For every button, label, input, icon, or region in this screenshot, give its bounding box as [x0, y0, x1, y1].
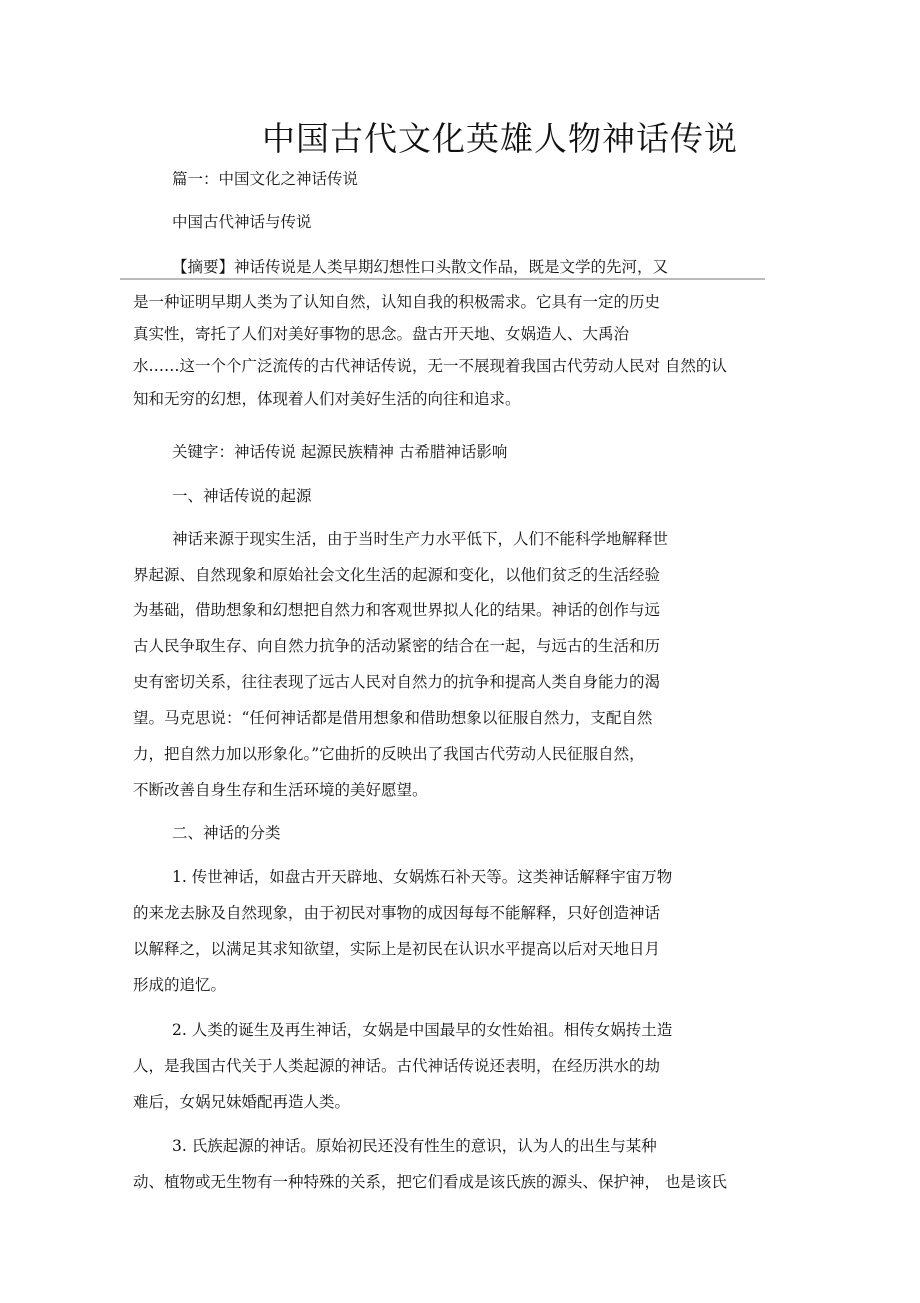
keywords: 关键字：神话传说 起源民族精神 古希腊神话影响 [172, 443, 508, 461]
paragraph-line: 不断改善自身生存和生活环境的美好愿望。 [133, 781, 428, 799]
list-item-line: 形成的追忆。 [133, 976, 227, 994]
page-divider [120, 278, 765, 280]
list-item-line: 以解释之，以满足其求知欲望，实际上是初民在认识水平提高以后对天地日月 [133, 940, 661, 958]
list-item-line: 2. 人类的诞生及再生神话，女娲是中国最早的女性始祖。相传女娲抟土造 [172, 1021, 673, 1039]
section-heading-origin: 一、神话传说的起源 [172, 487, 312, 505]
subtitle-article: 中国古代神话与传说 [172, 213, 312, 231]
paragraph-line: 界起源、自然现象和原始社会文化生活的起源和变化，以他们贫乏的生活经验 [133, 566, 661, 584]
paragraph-line: 望。马克思说：“任何神话都是借用想象和借助想象以征服自然力，支配自然 [133, 709, 653, 727]
abstract-line: 水……这一个个广泛流传的古代神话传说，无一不展现着我国古代劳动人民对 自然的认 [133, 357, 727, 375]
list-item-line: 人，是我国古代关于人类起源的神话。古代神话传说还表明，在经历洪水的劫 [133, 1057, 661, 1075]
list-item-line: 难后，女娲兄妹婚配再造人类。 [133, 1093, 351, 1111]
list-item-line: 的来龙去脉及自然现象，由于初民对事物的成因每每不能解释，只好创造神话 [133, 904, 661, 922]
list-item-line: 3. 氏族起源的神话。原始初民还没有性生的意识，认为人的出生与某种 [172, 1137, 657, 1155]
paragraph-line: 为基础，借助想象和幻想把自然力和客观世界拟人化的结果。神话的创作与远 [133, 601, 661, 619]
abstract-line: 知和无穷的幻想，体现着人们对美好生活的向往和追求。 [133, 390, 521, 408]
list-item-line: 1. 传世神话，如盘古开天辟地、女娲炼石补天等。这类神话解释宇宙万物 [172, 868, 673, 886]
paragraph-line: 力，把自然力加以形象化。”它曲折的反映出了我国古代劳动人民征服自然， [133, 745, 645, 763]
subtitle-part-one: 篇一：中国文化之神话传说 [172, 170, 359, 188]
paragraph-line: 史有密切关系，往往表现了远古人民对自然力的抗争和提高人类自身能力的渴 [133, 673, 661, 691]
abstract-line: 【摘要】神话传说是人类早期幻想性口头散文作品，既是文学的先河，又 [172, 258, 669, 276]
paragraph-line: 神话来源于现实生活，由于当时生产力水平低下，人们不能科学地解释世 [172, 530, 669, 548]
section-heading-classification: 二、神话的分类 [172, 824, 281, 842]
list-item-line: 动、植物或无生物有一种特殊的关系，把它们看成是该氏族的源头、保护神， 也是该氏 [133, 1173, 727, 1191]
abstract-line: 真实性，寄托了人们对美好事物的思念。盘古开天地、女娲造人、大禹治 [133, 325, 630, 343]
document-title: 中国古代文化英雄人物神话传说 [262, 119, 738, 158]
abstract-line: 是一种证明早期人类为了认知自然，认知自我的积极需求。它具有一定的历史 [133, 293, 661, 311]
paragraph-line: 古人民争取生存、向自然力抗争的活动紧密的结合在一起，与远古的生活和历 [133, 637, 661, 655]
